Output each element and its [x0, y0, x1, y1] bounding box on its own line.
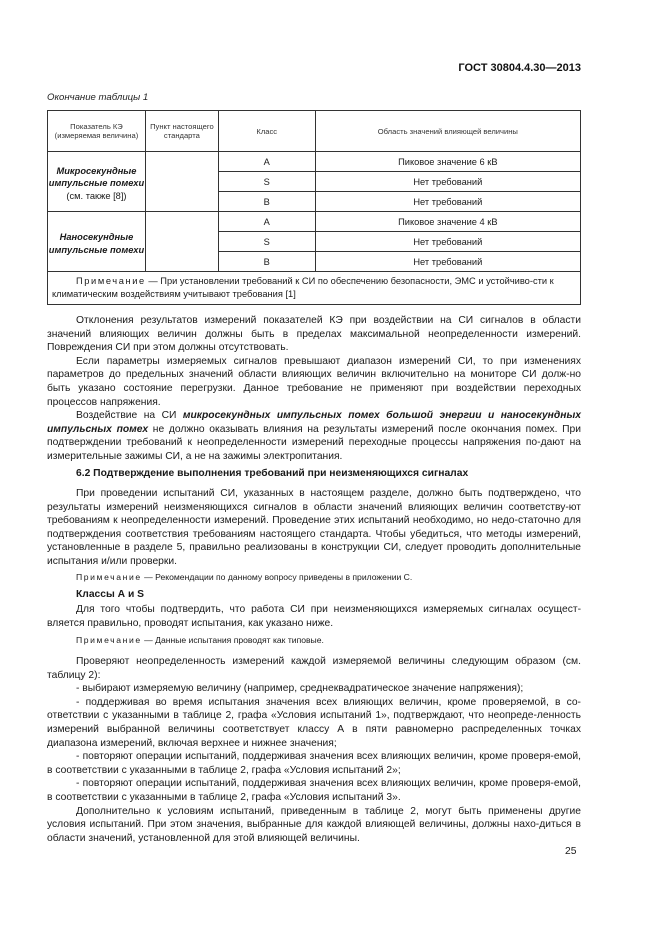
paragraph-suffix: не должно оказывать влияния на результаты измерений после окончания помех. При подтверждении требований к неопределенности измерений переходные процессы напряжения по-дают на измерительные зажимы СИ, а не на зажимы электропитания.	[47, 423, 581, 462]
section-title: 6.2 Подтверждение выполнения требований при неизменяющихся сигналах	[76, 468, 469, 479]
paragraph-influence	[47, 409, 581, 463]
table-caption: Окончание таблицы 1	[47, 92, 149, 103]
note-type-tests	[76, 635, 324, 645]
value-cell: Пиковое значение 4 кВ	[315, 212, 580, 232]
paragraph: При проведении испытаний СИ, указанных в настоящем разделе, должно быть подтверждено, что результаты измерений неизменяющихся сигналов в области значений влияющих величин соответству-ют требованиям к неопределенности измерений. Проведение этих испытаний необходимо, но недо-статочно для подтверждения соответствия требованиям настоящего стандарта. Чтобы убедиться, что методы измерений, установленные в разделе 5, правильно реализованы в конструкции СИ, следует проводить дополнительные испытания и/или проверки.	[47, 488, 581, 567]
table-row	[48, 152, 581, 172]
class-cell: S	[218, 232, 315, 252]
group-extra: (см. также [8])	[66, 190, 127, 201]
column-header: Показатель КЭ (измеряемая величина)	[48, 111, 146, 152]
column-header: Класс	[218, 111, 315, 152]
note-text: — Данные испытания проводят как типовые.	[141, 635, 324, 645]
paragraph: Дополнительно к условиям испытаний, приведенным в таблице 2, могут быть применены другие условия испытаний. При этом значения, выбранные для каждой влияющей величины, должны нахо-диться в области значений, установленной для этой влияющей величины.	[47, 805, 581, 844]
paragraph: Проверяют неопределенность измерений каждой измеряемой величины следующим образом (см. таблицу 2):	[47, 656, 581, 681]
paragraph-prefix: Воздействие на СИ	[76, 410, 183, 422]
note-text: — Рекомендации по данному вопросу приведены в приложении С.	[141, 572, 413, 582]
note-label: Примечание	[76, 635, 142, 645]
column-header: Пункт настоящего стандарта	[145, 111, 218, 152]
clause-cell	[145, 152, 218, 212]
note-label: Примечание	[76, 572, 142, 582]
table-note	[48, 272, 581, 305]
table-row	[48, 212, 581, 232]
paragraph-emphasis: микросекундных импульсных помех большой энергии и наносекундных импульсных помех	[47, 410, 581, 435]
list-item: - повторяют операции испытаний, поддерживая значения всех влияющих величин, кроме проверя-емой, в соответствии с указанными в таблице 2, графа «Условия испытаний 2»;	[47, 751, 581, 776]
paragraph: Для того чтобы подтвердить, что работа СИ при неизменяющихся измеряемых сигналах осущест-вляется правильно, проводят испытания, как указано ниже.	[47, 604, 581, 629]
value-cell: Пиковое значение 6 кВ	[315, 152, 580, 172]
paragraph-block-1	[47, 314, 581, 464]
list-item: - повторяют операции испытаний, поддерживая значения всех влияющих величин, кроме проверя-емой, в соответствии с указанными в таблице 2, графа «Условия испытаний 3».	[47, 778, 581, 803]
value-cell: Нет требований	[315, 252, 580, 272]
paragraph: Если параметры измеряемых сигналов превышают диапазон измерений СИ, то при изменениях параметров до предельных значений области влияющих величин включительно на мониторе СИ долж-но быть указано состояние перегрузки. Данное требование не применяют при воздействии переходных процессов напряжения.	[47, 355, 581, 408]
clause-cell	[145, 212, 218, 272]
page-number: 25	[565, 846, 577, 857]
paragraph-block-4	[47, 655, 581, 845]
class-cell: S	[218, 172, 315, 192]
paragraph-block-2	[47, 487, 581, 569]
standard-header: ГОСТ 30804.4.30—2013	[458, 62, 581, 74]
group-name: Микросекундные импульсные помехи	[48, 165, 145, 189]
paragraph-block-3	[47, 603, 581, 630]
note-label: Примечание	[76, 276, 146, 286]
group-label	[48, 212, 146, 272]
list-item: - выбирают измеряемую величину (например, среднеквадратическое значение напряжения);	[76, 683, 524, 695]
class-cell: A	[218, 152, 315, 172]
group-label	[48, 152, 146, 212]
note-text: — При установлении требований к СИ по обеспечению безопасности, ЭМС и устойчиво-сти к климатическим воздействиям учитывают требования [1]	[52, 276, 554, 299]
note-recommendations	[76, 572, 412, 582]
class-cell: A	[218, 212, 315, 232]
value-cell: Нет требований	[315, 232, 580, 252]
requirements-table	[47, 110, 581, 305]
column-header: Область значений влияющей величины	[315, 111, 580, 152]
classes-title: Классы А и S	[76, 589, 145, 600]
value-cell: Нет требований	[315, 172, 580, 192]
list-item: - поддерживая во время испытания значения всех влияющих величин, кроме проверяемой, в со-ответствии с указанными в таблице 2, графа «Условия испытаний 1», подтверждают, что неопреде-ленность измерений выбранной величины соответствует классу А в пяти равномерно распределенных точках диапазона измерений, включая верхнее и нижнее значения;	[47, 696, 581, 749]
class-cell: B	[218, 252, 315, 272]
group-name: Наносекундные импульсные помехи	[48, 232, 145, 255]
value-cell: Нет требований	[315, 192, 580, 212]
table-note-row	[48, 272, 581, 305]
table-header-row	[48, 111, 581, 152]
paragraph: Отклонения результатов измерений показателей КЭ при воздействии на СИ сигналов в области значений влияющих величин должны быть в пределах максимальной неопределенности измерений. Повреждения СИ при этом должны отсутствовать.	[47, 315, 581, 354]
class-cell: B	[218, 192, 315, 212]
